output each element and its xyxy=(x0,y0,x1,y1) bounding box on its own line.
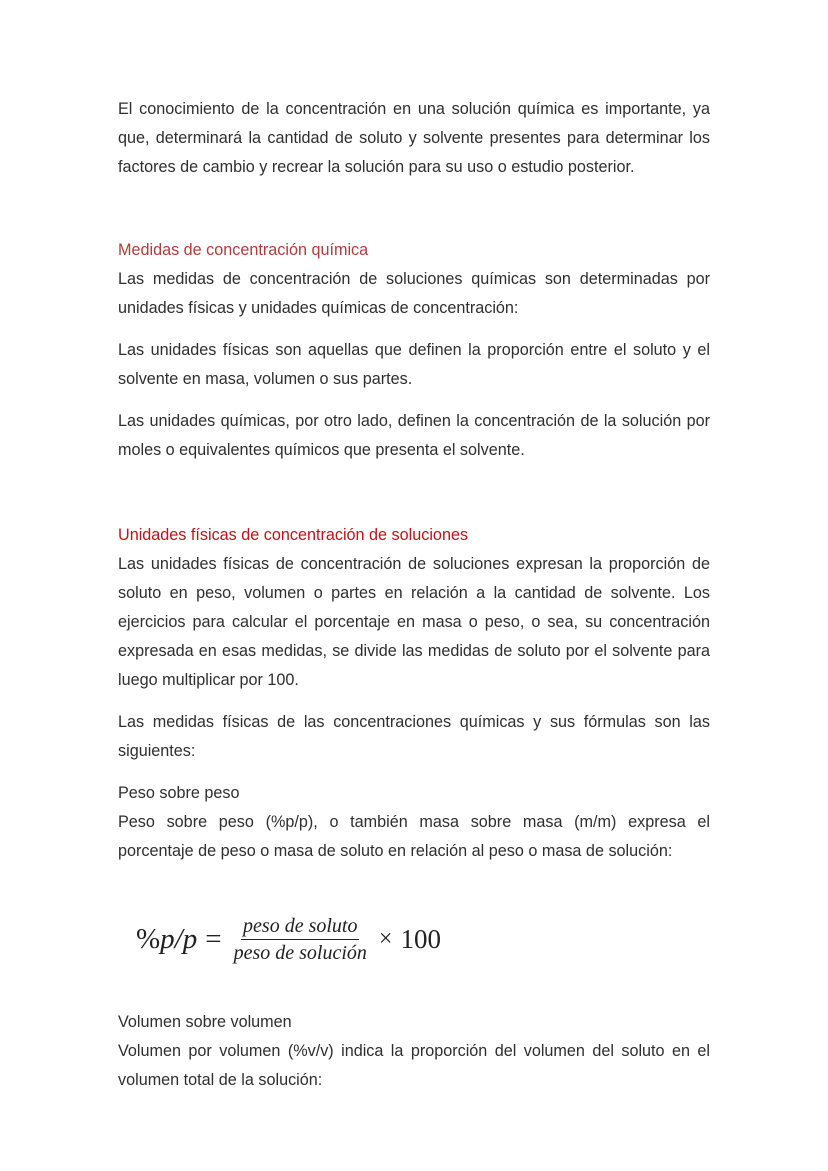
formula-percent-sign: % xyxy=(136,922,161,955)
section1-paragraph-2: Las unidades físicas son aquellas que definen la proporción entre el soluto y el solvente en masa, volumen o sus partes. xyxy=(118,341,710,388)
formula-equals-sign: = xyxy=(205,922,222,955)
section2-paragraph-2: Las medidas físicas de las concentraciones químicas y sus fórmulas son las siguientes: xyxy=(118,713,710,760)
peso-sobre-peso-formula xyxy=(136,908,710,970)
formula-times-sign: × xyxy=(378,925,393,952)
intro-paragraph: El conocimiento de la concentración en una solución química es importante, ya que, determinará la cantidad de soluto y solvente presentes para determinar los factores de cambio y recrear la solución para su uso o estudio posterior. xyxy=(118,100,710,176)
formula-numerator: peso de soluto xyxy=(241,914,359,940)
peso-sobre-peso-paragraph: Peso sobre peso (%p/p), o también masa sobre masa (m/m) expresa el porcentaje de peso o masa de soluto en relación al peso o masa de solución: xyxy=(118,813,710,860)
formula-denominator: peso de solución xyxy=(233,941,367,964)
volumen-sobre-volumen-paragraph: Volumen por volumen (%v/v) indica la proporción del volumen del soluto en el volumen total de la solución: xyxy=(118,1042,710,1089)
formula-lhs-variable: p/p xyxy=(160,922,198,955)
section-heading-medidas: Medidas de concentración química xyxy=(118,241,369,259)
section1-paragraph-1: Las medidas de concentración de soluciones químicas son determinadas por unidades físicas y unidades químicas de concentración: xyxy=(118,270,710,317)
subheading-peso-sobre-peso: Peso sobre peso xyxy=(118,784,240,802)
document-page xyxy=(118,95,710,1095)
formula-lhs xyxy=(136,922,198,955)
subheading-volumen-sobre-volumen: Volumen sobre volumen xyxy=(118,1013,292,1031)
section-heading-unidades-fisicas: Unidades físicas de concentración de soluciones xyxy=(118,526,469,544)
section1-paragraph-3: Las unidades químicas, por otro lado, definen la concentración de la solución por moles o equivalentes químicos que presenta el solvente. xyxy=(118,412,710,459)
formula-factor: 100 xyxy=(400,923,441,954)
formula-fraction xyxy=(232,914,369,965)
section2-paragraph-1: Las unidades físicas de concentración de soluciones expresan la proporción de soluto en peso, volumen o partes en relación a la cantidad de solvente. Los ejercicios para calcular el porcentaje en masa o peso, o sea, su concentración expresada en esas medidas, se divide las medidas de soluto por el solvente para luego multiplicar por 100. xyxy=(118,555,710,689)
